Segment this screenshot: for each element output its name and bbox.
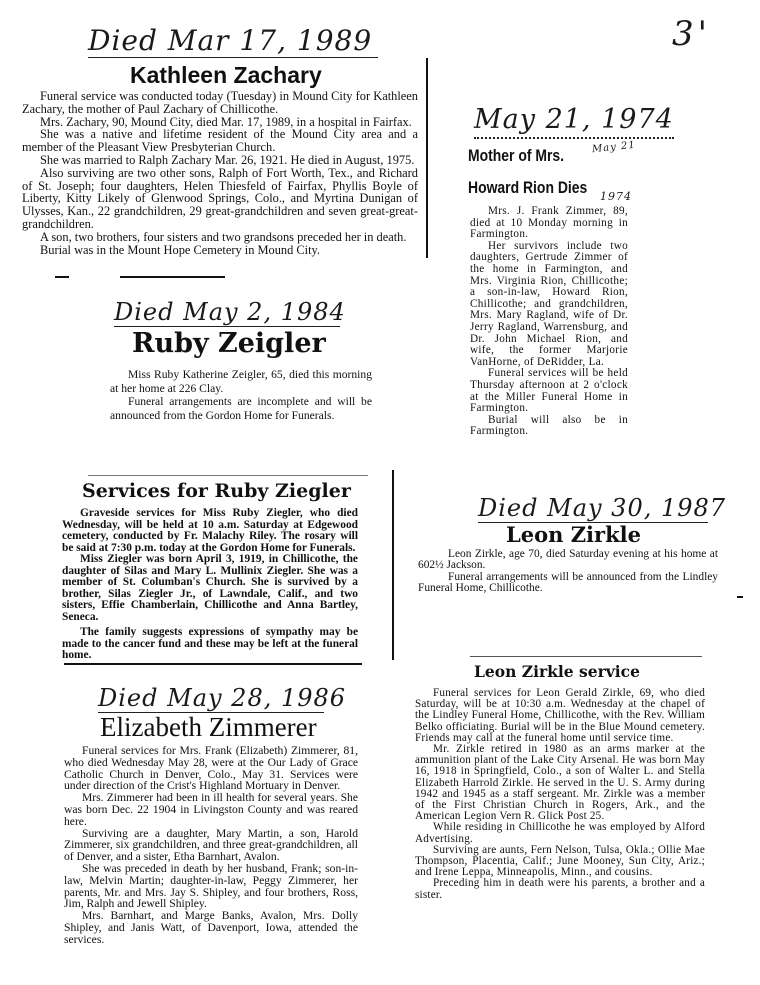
divider [88, 475, 368, 476]
paragraph: Burial will also be in Farmington. [470, 413, 628, 438]
scan-mark [737, 596, 743, 598]
paragraph: Funeral services will be held Thursday afternoon at 2 o'clock at the Miller Funeral Home in Farmington. [470, 367, 628, 415]
headline: Leon Zirkle service [474, 662, 640, 681]
article-body [22, 90, 418, 256]
paragraph: Mr. Zirkle retired in 1980 as an arms marker at the ammunition plant of the Lake City Arsenal. He was born May 16, 1918 in Springfield, Colo., a son of Walter L. and Stella Elizabeth Harrold Zirkle. He served in the U. S. Army during 1942 and 1945 as a staff sergeant. Mr. Zirkle was a member of the First Christian Church in Rogers, Ark., and the American Legion Vern R. Glick Post 25. [415, 743, 705, 823]
paragraph: Surviving are a daughter, Mary Martin, a son, Harold Zimmerer, six grandchildren, and three great-grandchildren, all of Denver, and a sister, Etha Barnhart, Avalon. [64, 826, 358, 864]
paragraph: Mrs. Zimmerer had been in ill health for several years. She was born Dec. 22 1904 in Livingston County and was reared here. [64, 791, 358, 828]
paragraph: Mrs. J. Frank Zimmer, 89, died at 10 Monday morning in Farmington. [470, 205, 628, 241]
paragraph: Also surviving are two other sons, Ralph of Fort Worth, Tex., and Richard of St. Joseph; four daughters, Helen Thiesfeld of Fairfax, Phyllis Boyle of Liberty, Kitty Likely of Glenwood Springs, Colo., and Myrtina Dunigan of Ulysses, Kan., 22 grandchildren, 29 great-grandchildren and seven great-great-grandchildren. [22, 165, 418, 231]
paragraph: Burial was in the Mount Hope Cemetery in Mound City. [40, 242, 321, 257]
article-body [62, 508, 358, 662]
headline-line-2: Howard Rion Dies [468, 178, 588, 197]
paragraph: She was married to Ralph Zachary Mar. 26, 1921. He died in August, 1975. [40, 152, 415, 167]
paragraph: Funeral service was conducted today (Tuesday) in Mound City for Kathleen Zachary, the mother of Paul Zachary of Chillicothe. [22, 89, 418, 116]
paragraph: Surviving are aunts, Fern Nelson, Tulsa, Okla.; Ollie Mae Thompson, Placentia, Calif.; June Mooney, Sun City, Ariz.; and Irene Leppa, Minneapolis, Minn., and cousins. [415, 843, 705, 879]
headline-line-1: Mother of Mrs. [468, 146, 565, 165]
paragraph: Funeral arrangements will be announced from the Lindley Funeral Home, Chillicothe. [418, 570, 718, 595]
paragraph: Leon Zirkle, age 70, died Saturday evening at his home at 602½ Jackson. [418, 548, 718, 572]
margin-note: 1974 [600, 190, 632, 203]
paragraph: Preceding him in death were his parents, a brother and a sister. [415, 877, 705, 901]
divider [55, 276, 69, 278]
paragraph: Miss Ruby Katherine Zeigler, 65, died this morning at her home at 226 Clay. [110, 368, 372, 395]
article-body [64, 745, 358, 946]
article-body [470, 206, 628, 438]
page-number-note: 3' [672, 14, 711, 54]
article-body [418, 549, 718, 595]
headline: Ruby Zeigler [132, 328, 326, 359]
paragraph: Her survivors include two daughters, Gertrude Zimmer of the home in Farmington, and Mrs. Virginia Rion, Chillicothe; a son-in-law, Howard Rion, Chillicothe; and grandchildren, Mrs. Mary Ragland, wife of Dr. Jerry Ragland, Warrensburg, and Dr. John Michael Rion, and wife, the former Marjorie VanHorne, of DeRidder, La. [470, 239, 628, 368]
paragraph: Funeral services for Mrs. Frank (Elizabeth) Zimmerer, 81, who died Wednesday May 28, were at the Our Lady of Grace Catholic Church in Denver, Colo., May 31. Services were under direction of the Crist's Highland Mortuary in Denver. [64, 744, 358, 793]
paragraph: While residing in Chillicothe he was employed by Alford Advertising. [415, 821, 705, 845]
paragraph: Graveside services for Miss Ruby Ziegler, who died Wednesday, will be held at 10 a.m. Saturday at Edgewood cemetery, conducted by Fr. Malachy Riley. The rosary will be said at 7:30 p.m. today at the Gordon Home for Funerals. [62, 507, 358, 554]
headline: Kathleen Zachary [130, 62, 322, 88]
handwritten-date: Died May 30, 1987 [478, 494, 727, 522]
headline: Leon Zirkle [506, 522, 641, 547]
paragraph: Miss Ziegler was born April 3, 1919, in Chillicothe, the daughter of Silas and Mary L. Mullinix Ziegler. She was a member of St. Columban's Church. She is survived by a brother, Silas Ziegler Jr., of Lawndale, Calif., and two sisters, Effie Chamberlain, Chillicothe and Anna Bartley, Seneca. [62, 553, 358, 623]
handwritten-date: Died Mar 17, 1989 [88, 24, 378, 58]
handwritten-date: May 21, 1974 [474, 104, 674, 139]
margin-note: May 21 [591, 139, 637, 156]
divider [64, 663, 362, 665]
paragraph: The family suggests expressions of sympathy may be made to the cancer fund and these may be left at the funeral home. [62, 626, 358, 661]
handwritten-date: Died May 2, 1984 [114, 298, 346, 326]
paragraph: She was a native and lifetime resident of the Mound City area and a member of the Pleasant View Presbyterian Church. [22, 127, 418, 155]
paragraph: She was preceded in death by her husband, Frank; son-in-law, Melvin Martin; daughter-in-law, Peggy Zimmerer, her parents, Mr. and Mrs. Jay S. Shipley, and four brothers, Ross, Jim, Ralph and Jewell Shipley. [64, 861, 358, 911]
paragraph: Mrs. Zachary, 90, Mound City, died Mar. 17, 1989, in a hospital in Fairfax. [40, 114, 412, 129]
headline: Elizabeth Zimmerer [100, 712, 317, 742]
paragraph: A son, two brothers, four sisters and two grandsons preceded her in death. [40, 229, 407, 244]
paragraph: Funeral arrangements are incomplete and will be announced from the Gordon Home for Funerals. [110, 395, 372, 422]
column-divider [392, 470, 394, 660]
handwritten-date: Died May 28, 1986 [98, 684, 347, 712]
paragraph: Funeral services for Leon Gerald Zirkle, 69, who died Saturday, will be at 10:30 a.m. Wednesday at the chapel of the Lindley Funeral Home, Chillicothe, with the Rev. William Belko officiating. Burial will be in the Blue Mound cemetery. Friends may call at the funeral home until service time. [415, 687, 705, 744]
divider [470, 656, 702, 657]
article-body [415, 688, 705, 901]
paragraph: Mrs. Barnhart, and Marge Banks, Avalon, Mrs. Dolly Shipley, and Janis Watt, of Davenport, Iowa, attended the services. [64, 909, 358, 946]
divider [120, 276, 225, 278]
column-divider [426, 58, 428, 258]
headline: Services for Ruby Ziegler [82, 480, 351, 502]
article-body [110, 368, 372, 422]
